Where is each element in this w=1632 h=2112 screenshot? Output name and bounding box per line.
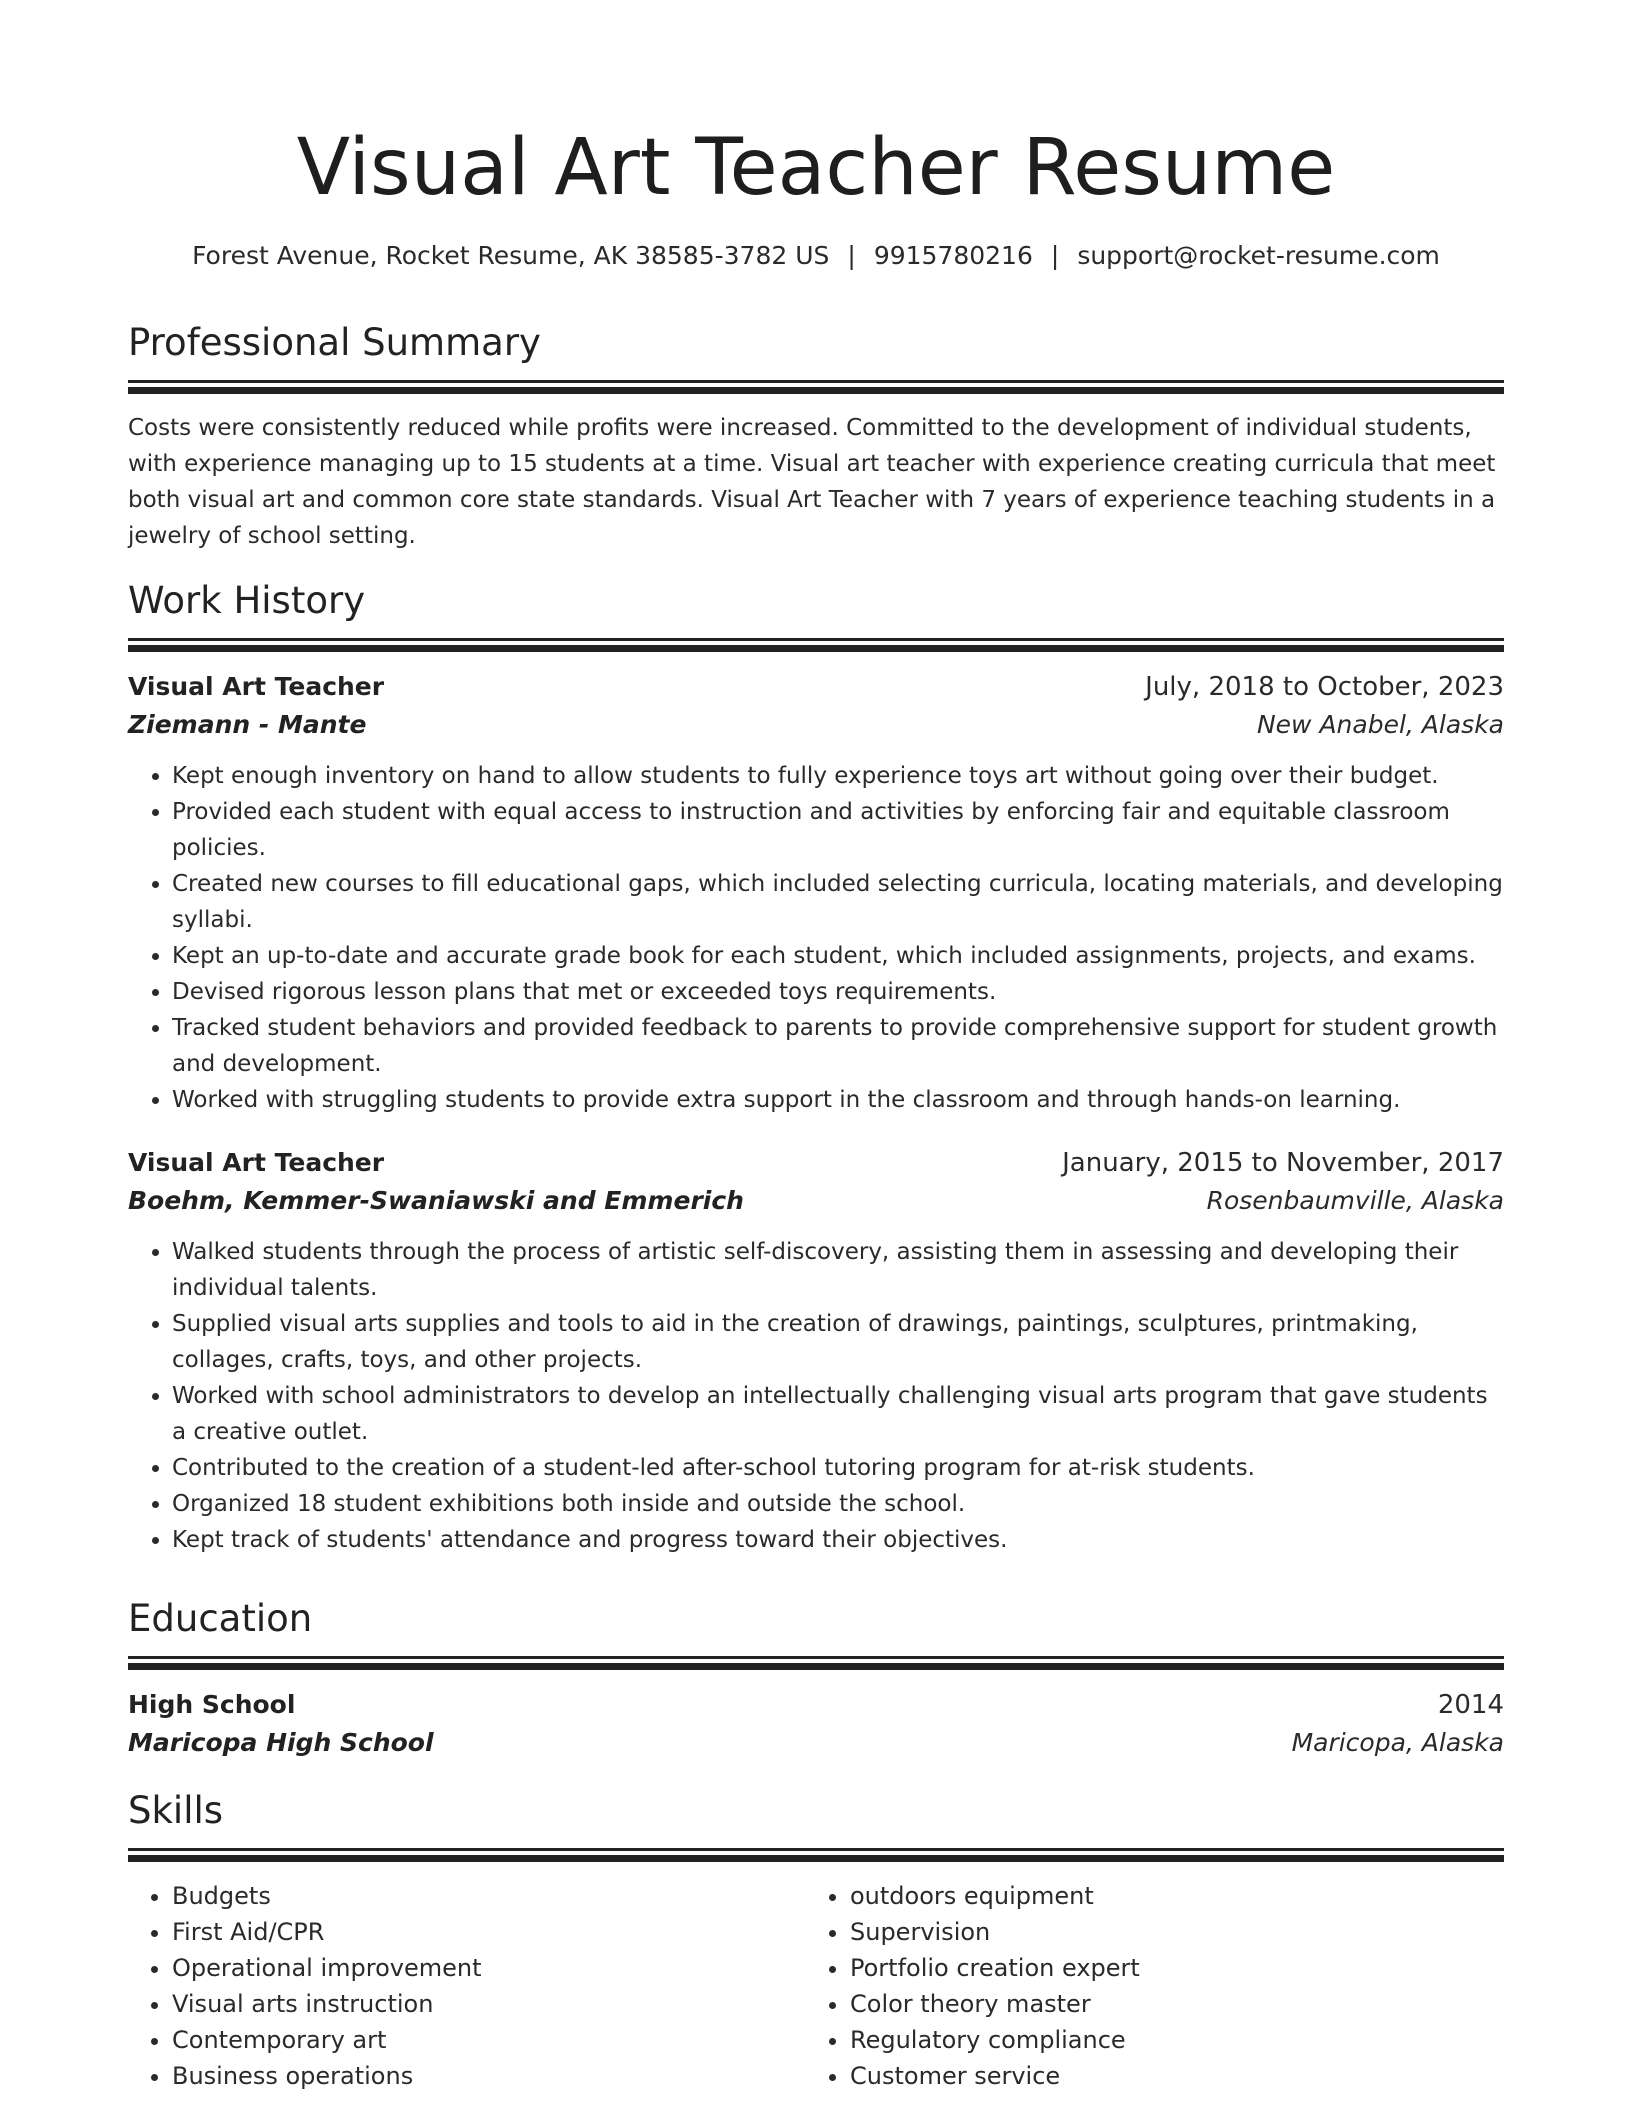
- summary-text: Costs were consistently reduced while profits were increased. Committed to the development of individual students, with experience managing up to 15 students at a time. Visual art teacher with experience creating curricula that meet both visual art and common core state standards. Visual Art Teacher with 7 years of experience teaching students in a jewelry of school setting.: [128, 415, 1496, 549]
- summary-section: [128, 318, 1504, 554]
- contact-line: [128, 238, 1504, 274]
- education-school: Maricopa High School: [128, 1728, 434, 1757]
- job-bullet: • Kept enough inventory on hand to allow students to fully experience toys art without going over their budget.: [172, 758, 1504, 794]
- skill-item: • Contemporary art: [172, 2022, 806, 2058]
- section-divider-thick: [128, 1663, 1504, 1670]
- job-header-row: [128, 1144, 1504, 1182]
- page-title: Visual Art Teacher Resume: [296, 123, 1336, 213]
- education-header-row: [128, 1686, 1504, 1724]
- job-bullet: • Supplied visual arts supplies and tools to aid in the creation of drawings, paintings, sculptures, printmaking, collages, crafts, toys, and other projects.: [172, 1306, 1504, 1378]
- job-bullet: • Created new courses to fill educational gaps, which included selecting curricula, locating materials, and developing syllabi.: [172, 866, 1504, 938]
- skill-item: • Customer service: [850, 2058, 1484, 2094]
- skill-item: • Portfolio creation expert: [850, 1950, 1484, 1986]
- job-bullet: • Provided each student with equal access to instruction and activities by enforcing fair and equitable classroom policies.: [172, 794, 1504, 866]
- contact-address: Forest Avenue, Rocket Resume, AK 38585-3782 US: [192, 241, 830, 270]
- job-bullet: • Kept track of students' attendance and progress toward their objectives.: [172, 1522, 1504, 1558]
- skill-item: • Operational improvement: [172, 1950, 806, 1986]
- job-location: New Anabel, Alaska: [1256, 710, 1504, 739]
- job-bullet: • Contributed to the creation of a student-led after-school tutoring program for at-risk students.: [172, 1450, 1504, 1486]
- skill-item: • Regulatory compliance: [850, 2022, 1484, 2058]
- section-divider-thick: [128, 1855, 1504, 1862]
- education-entry: [128, 1686, 1504, 1762]
- section-divider-thick: [128, 387, 1504, 394]
- education-section: [128, 1594, 1504, 1762]
- contact-separator: |: [1050, 241, 1060, 270]
- job-bullet: • Devised rigorous lesson plans that met or exceeded toys requirements.: [172, 974, 1504, 1010]
- job-bullet: • Organized 18 student exhibitions both inside and outside the school.: [172, 1486, 1504, 1522]
- job-title: Visual Art Teacher: [128, 672, 385, 701]
- education-location: Maricopa, Alaska: [1291, 1728, 1504, 1757]
- skills-column-right: [806, 1878, 1484, 2094]
- job-company: Boehm, Kemmer-Swaniawski and Emmerich: [128, 1186, 744, 1215]
- skill-item: • Supervision: [850, 1914, 1484, 1950]
- skills-section: [128, 1786, 1504, 2094]
- section-heading-skills: Skills: [128, 1789, 224, 1832]
- section-divider-thick: [128, 645, 1504, 652]
- contact-separator: |: [847, 241, 856, 270]
- skills-column-left: [128, 1878, 806, 2094]
- section-divider: [128, 638, 1504, 641]
- section-divider: [128, 380, 1504, 383]
- section-divider: [128, 1656, 1504, 1659]
- job-bullet: • Walked students through the process of artistic self-discovery, assisting them in assessing and developing their individual talents.: [172, 1234, 1504, 1306]
- skill-item: • Visual arts instruction: [172, 1986, 806, 2022]
- skills-list: [806, 1878, 1484, 2094]
- section-heading-work: Work History: [128, 579, 366, 622]
- job-bullet: • Worked with school administrators to develop an intellectually challenging visual arts program that gave students a creative outlet.: [172, 1378, 1504, 1450]
- section-heading-education: Education: [128, 1597, 313, 1640]
- section-heading-summary: Professional Summary: [128, 321, 541, 364]
- job-company: Ziemann - Mante: [128, 710, 367, 739]
- job-title: Visual Art Teacher: [128, 1148, 385, 1177]
- job-bullet: • Worked with struggling students to provide extra support in the classroom and through hands-on learning.: [172, 1082, 1504, 1118]
- job-company-row: [128, 706, 1504, 744]
- job-bullet: • Tracked student behaviors and provided feedback to parents to provide comprehensive support for student growth and development.: [172, 1010, 1504, 1082]
- job-company-row: [128, 1182, 1504, 1220]
- skill-item: • First Aid/CPR: [172, 1914, 806, 1950]
- education-degree: High School: [128, 1690, 296, 1719]
- skills-grid: [128, 1878, 1504, 2094]
- job-location: Rosenbaumville, Alaska: [1206, 1186, 1504, 1215]
- job-bullet: • Kept an up-to-date and accurate grade book for each student, which included assignments, projects, and exams.: [172, 938, 1504, 974]
- contact-email: support@rocket-resume.com: [1077, 241, 1440, 270]
- job-bullets: [128, 1234, 1504, 1558]
- contact-phone: 9915780216: [873, 241, 1033, 270]
- job-bullets: [128, 758, 1504, 1118]
- skill-item: • Color theory master: [850, 1986, 1484, 2022]
- skill-item: • outdoors equipment: [850, 1878, 1484, 1914]
- section-divider: [128, 1848, 1504, 1851]
- skills-list: [128, 1878, 806, 2094]
- job-entry: [128, 1144, 1504, 1558]
- education-school-row: [128, 1724, 1504, 1762]
- skill-item: • Budgets: [172, 1878, 806, 1914]
- education-year: 2014: [1437, 1690, 1504, 1720]
- job-dates: July, 2018 to October, 2023: [1145, 672, 1504, 702]
- work-history-section: [128, 576, 1504, 1558]
- skill-item: • Business operations: [172, 2058, 806, 2094]
- job-dates: January, 2015 to November, 2017: [1062, 1148, 1504, 1178]
- job-header-row: [128, 668, 1504, 706]
- job-entry: [128, 668, 1504, 1118]
